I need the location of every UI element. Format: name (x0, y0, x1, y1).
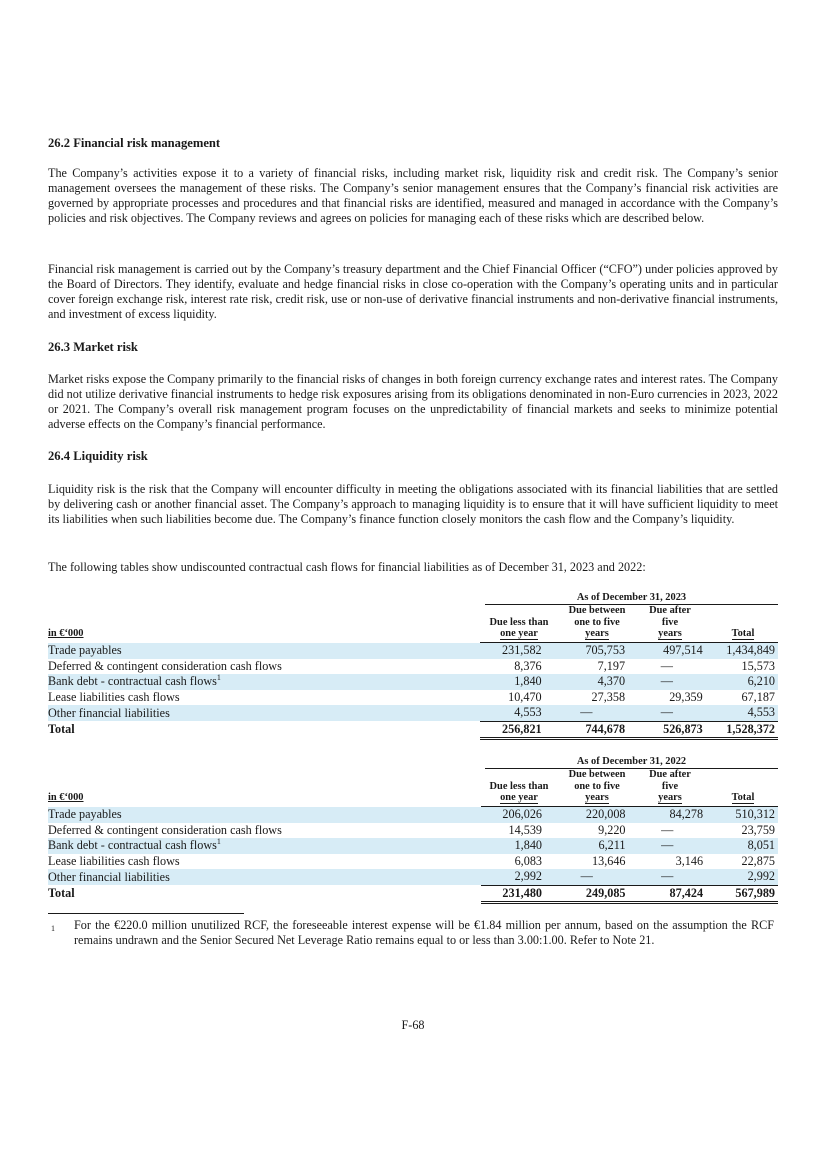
page-number: F-68 (401, 1018, 425, 1032)
col-header-between: Due between one to five years (568, 605, 626, 639)
col-header-less: Due less than one year (489, 616, 549, 639)
footnote-marker: 1 (51, 924, 55, 933)
table-row: Other financial liabilities 2,992 — — 2,992 (48, 869, 778, 885)
paragraph-tables-intro: The following tables show undiscounted contractual cash flows for financial liabilities as of December 31, 2023 and 2022: (48, 560, 646, 574)
footnote-rule (48, 913, 244, 914)
col-header-after: Due after five years (649, 769, 691, 803)
table-row: Lease liabilities cash flows 6,083 13,646 3,146 22,875 (48, 853, 775, 868)
table-row: Other financial liabilities 4,553 — — 4,553 (48, 705, 778, 721)
footnote (48, 913, 778, 953)
unit-label: in €‘000 (48, 628, 84, 639)
table-row: Trade payables 231,582 705,753 497,514 1,434,849 (48, 643, 778, 659)
paragraph-financial-risk-management: Financial risk management is carried out by the Company’s treasury department and the Chief Financial Officer (“CFO”) under policies approved by the Board of Directors. They identify, evaluate and hedge financial risks in close co-operation with the Company’s operating units and in particular cover foreign exchange risk, interest rate risk, credit risk, use or non-use of derivative financial instruments and non-derivative financial instruments, and investment of excess liquidity. (48, 262, 778, 321)
table-2022-header (48, 756, 778, 806)
col-header-after: Due after five years (649, 605, 691, 639)
col-header-total: Total (731, 792, 755, 803)
col-header-between: Due between one to five years (568, 769, 626, 803)
table-row: Lease liabilities cash flows 10,470 27,358 29,359 67,187 (48, 689, 775, 704)
table-2022-asof: As of December 31, 2022 (485, 756, 778, 769)
col-header-less: Due less than one year (489, 780, 549, 803)
heading-financial-risk-management: 26.2 Financial risk management (48, 136, 221, 150)
table-row: Bank debt - contractual cash flows$^1$ 1,840 4,370 — 6,210 (48, 674, 778, 690)
table-row: Bank debt - contractual cash flows$^1$ 1,840 6,211 — 8,051 (48, 838, 778, 854)
paragraph-liquidity-risk: Liquidity risk is the risk that the Company will encounter difficulty in meeting the obligations associated with its financial liabilities that are settled by delivering cash or another financial asset. The Company’s approach to managing liquidity is to ensure that it will have sufficient liquidity to meet its liabilities when such liabilities become due. The Company’s finance function closely monitors the cash flow and the Company’s liquidity. (48, 482, 778, 526)
table-2022 (48, 806, 778, 904)
table-2023-asof: As of December 31, 2023 (485, 592, 778, 605)
col-header-total: Total (731, 628, 755, 639)
table-total-row: Total 256,821 744,678 526,873 1,528,372 (48, 721, 778, 739)
paragraph-market-risk: Market risks expose the Company primarily to the financial risks of changes in both foreign currency exchange rates and interest rates. The Company did not utilize derivative financial instruments to hedge risk exposures arising from its obligations denominated in non-Euro currencies in 2023, 2022 or 2021. The Company’s overall risk management program focuses on the unpredictability of financial markets and seeks to minimize potential adverse effects on the Company’s financial performance. (48, 372, 778, 431)
paragraph-financial-risk-intro: The Company’s activities expose it to a variety of financial risks, including market risk, liquidity risk and credit risk. The Company’s senior management oversees the management of these risks. The Company’s senior management ensures that the Company’s financial risk activities are governed by appropriate processes and procedures and that financial risks are identified, measured and managed in accordance with the Company’s policies and risk objectives. The Company reviews and agrees on policies for managing each of these risks which are described below. (48, 166, 778, 225)
table-row: Trade payables 206,026 220,008 84,278 510,312 (48, 807, 778, 823)
table-row: Deferred & contingent consideration cash flows 14,539 9,220 — 23,759 (48, 822, 775, 837)
table-2023-header (48, 592, 778, 642)
unit-label: in €‘000 (48, 792, 84, 803)
footnote-text: For the €220.0 million unutilized RCF, the foreseeable interest expense will be €1.84 million per annum, based on the assumption the RCF remains undrawn and the Senior Secured Net Leverage Ratio remains equal to or less than 3.00:1.00. Refer to Note 21. (74, 918, 774, 947)
table-row: Deferred & contingent consideration cash flows 8,376 7,197 — 15,573 (48, 658, 775, 673)
table-2023 (48, 642, 778, 740)
heading-liquidity-risk: 26.4 Liquidity risk (48, 449, 148, 463)
heading-market-risk: 26.3 Market risk (48, 340, 138, 354)
table-total-row: Total 231,480 249,085 87,424 567,989 (48, 885, 778, 903)
